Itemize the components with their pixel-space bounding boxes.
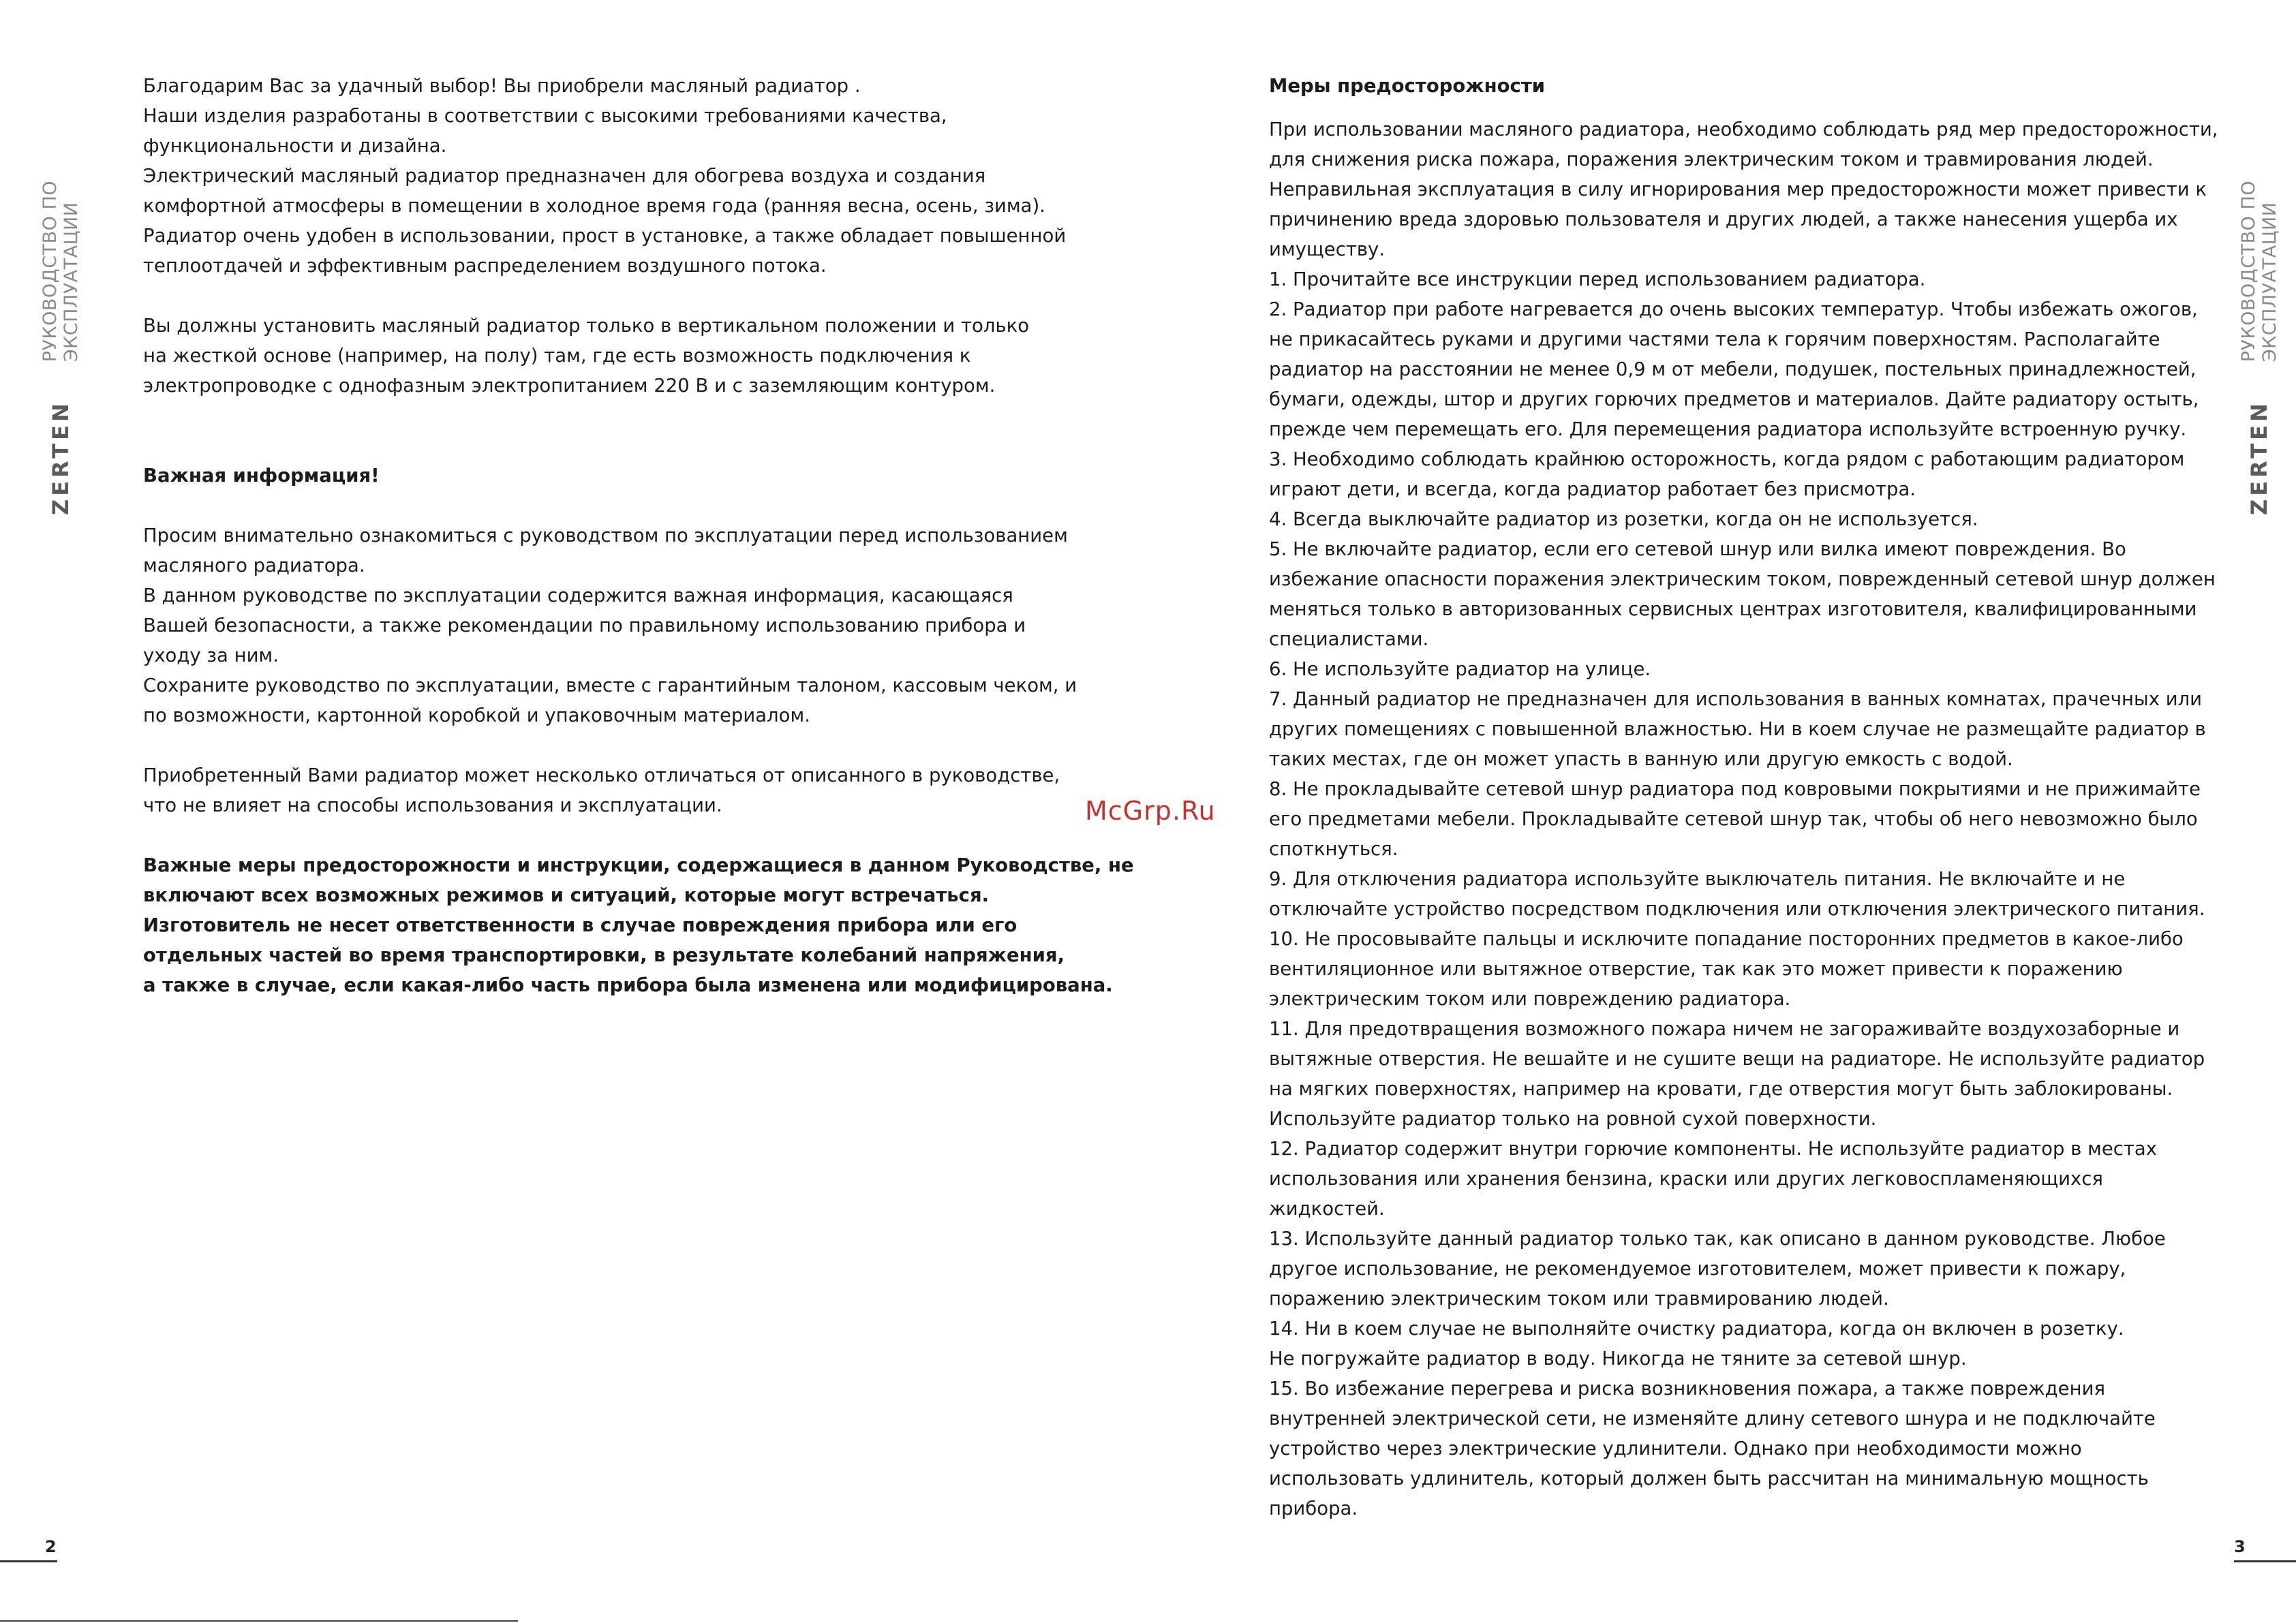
text-line: специалистами. <box>1269 628 1429 650</box>
spacer <box>1269 101 2175 114</box>
text-line: Приобретенный Вами радиатор может несколько отличаться от описанного в руководстве, <box>143 764 1060 786</box>
text-line: бумаги, одежды, штор и других горючих предметов и материалов. Дайте радиатору остыть, <box>1269 388 2199 410</box>
spacer <box>143 820 1029 850</box>
text-line: что не влияет на способы использования и эксплуатации. <box>143 794 722 816</box>
text-line: теплоотдачей и эффективным распределением воздушного потока. <box>143 255 827 277</box>
text-line: уходу за ним. <box>143 645 279 666</box>
text-line: Просим внимательно ознакомиться с руководством по эксплуатации перед использованием <box>143 525 1068 546</box>
text-line: Вы должны установить масляный радиатор только в вертикальном положении и только <box>143 315 1030 337</box>
text-line: 2. Радиатор при работе нагревается до очень высоких температур. Чтобы избежать ожогов, <box>1269 298 2198 320</box>
important-paragraph <box>143 521 1077 730</box>
text-line: других помещениях с повышенной влажностью. Ни в коем случае не размещайте радиатор в <box>1269 718 2206 740</box>
text-line: а также в случае, если какая-либо часть прибора была изменена или модифицирована. <box>143 974 1113 996</box>
bottom-edge-line <box>0 1620 518 1622</box>
bold-notice <box>143 850 1134 1000</box>
page-rule-right <box>2234 1560 2296 1562</box>
text-line: Неправильная эксплуатация в силу игнорирования мер предосторожности может привести к <box>1269 179 2207 200</box>
text-line: для снижения риска пожара, поражения электрическим током и травмирования людей. <box>1269 149 2154 170</box>
text-line: имуществу. <box>1269 238 1386 260</box>
text-line: функциональности и дизайна. <box>143 135 447 157</box>
intro-paragraph <box>143 71 1067 281</box>
text-line: отключайте устройство посредством подключения или отключения электрического питания. <box>1269 898 2205 920</box>
difference-paragraph <box>143 760 1060 820</box>
text-line: При использовании масляного радиатора, необходимо соблюдать ряд мер предосторожности, <box>1269 119 2218 140</box>
page-number-right: 3 <box>2234 1537 2246 1556</box>
precautions-heading: Меры предосторожности <box>1269 75 1546 97</box>
text-line: включают всех возможных режимов и ситуаций, которые могут встречаться. <box>143 884 990 906</box>
text-line: 9. Для отключения радиатора используйте выключатель питания. Не включайте и не <box>1269 868 2126 890</box>
spacer <box>143 281 1029 311</box>
text-line: другое использование, не рекомендуемое изготовителем, может привести к пожару, <box>1269 1258 2126 1280</box>
text-line: Наши изделия разработаны в соответствии с высокими требованиями качества, <box>143 105 947 127</box>
text-line: Благодарим Вас за удачный выбор! Вы приобрели масляный радиатор . <box>143 75 861 97</box>
text-line: Сохраните руководство по эксплуатации, вместе с гарантийным талоном, кассовым чеком, и <box>143 675 1077 696</box>
text-line: Электрический масляный радиатор предназначен для обогрева воздуха и создания <box>143 165 986 187</box>
text-line: избежание опасности поражения электрическим током, поврежденный сетевой шнур должен <box>1269 568 2216 590</box>
left-side-band <box>37 65 85 515</box>
text-line: играют дети, и всегда, когда радиатор работает без присмотра. <box>1269 478 1916 500</box>
install-paragraph <box>143 311 1029 401</box>
text-line: масляного радиатора. <box>143 555 365 576</box>
right-page-text <box>1269 71 2218 1524</box>
text-line: 7. Данный радиатор не предназначен для использования в ванных комнатах, прачечных или <box>1269 688 2203 710</box>
text-line: Не погружайте радиатор в воду. Никогда не тяните за сетевой шнур. <box>1269 1348 1967 1370</box>
text-line: жидкостей. <box>1269 1198 1385 1220</box>
text-line: внутренней электрической сети, не изменяйте длину сетевого шнура и не подключайте <box>1269 1408 2156 1429</box>
text-line: причинению вреда здоровью пользователя и других людей, а также нанесения ущерба их <box>1269 208 2178 230</box>
text-line: комфортной атмосферы в помещении в холодное время года (ранняя весна, осень, зима). <box>143 195 1045 217</box>
text-line: по возможности, картонной коробкой и упаковочным материалом. <box>143 705 810 726</box>
text-line: на жесткой основе (например, на полу) там, где есть возможность подключения к <box>143 345 971 367</box>
text-line: 12. Радиатор содержит внутри горючие компоненты. Не используйте радиатор в местах <box>1269 1138 2158 1160</box>
text-line: меняться только в авторизованных сервисных центрах изготовителя, квалифицированными <box>1269 598 2197 620</box>
text-line: электропроводке с однофазным электропитанием 220 В и с заземляющим контуром. <box>143 375 996 397</box>
important-heading: Важная информация! <box>143 465 380 486</box>
spacer <box>143 401 1029 461</box>
left-page-text <box>143 71 1134 1000</box>
watermark-text: McGrp.Ru <box>1085 796 1216 826</box>
text-line: Изготовитель не несет ответственности в случае повреждения прибора или его <box>143 914 1017 936</box>
text-line: вытяжные отверстия. Не вешайте и не сушите вещи на радиаторе. Не используйте радиатор <box>1269 1048 2205 1070</box>
page-number-left: 2 <box>45 1537 57 1556</box>
text-line: вентиляционное или вытяжное отверстие, так как это может привести к поражению <box>1269 958 2123 980</box>
precautions-list <box>1269 114 2218 1524</box>
text-line: В данном руководстве по эксплуатации содержится важная информация, касающаяся <box>143 585 1013 606</box>
text-line: устройство через электрические удлинители. Однако при необходимости можно <box>1269 1438 2082 1459</box>
text-line: электрическим током или повреждению радиатора. <box>1269 988 1791 1010</box>
text-line: 15. Во избежание перегрева и риска возникновения пожара, а также повреждения <box>1269 1378 2105 1400</box>
text-line: прибора. <box>1269 1498 1358 1519</box>
page-rule-left <box>0 1560 57 1562</box>
text-line: Вашей безопасности, а также рекомендации по правильному использованию прибора и <box>143 615 1026 636</box>
text-line: 13. Используйте данный радиатор только так, как описано в данном руководстве. Любое <box>1269 1228 2166 1250</box>
text-line: 11. Для предотвращения возможного пожара ничем не загораживайте воздухозаборные и <box>1269 1018 2180 1040</box>
text-line: поражению электрическим током или травмированию людей. <box>1269 1288 1889 1310</box>
brand-logo-right: ZERTEN <box>2246 400 2272 515</box>
text-line: Радиатор очень удобен в использовании, прост в установке, а также обладает повышенной <box>143 225 1067 247</box>
text-line: использования или хранения бензина, краски или других легковоспламеняющихся <box>1269 1168 2103 1190</box>
text-line: прежде чем перемещать его. Для перемещения радиатора используйте встроенную ручку. <box>1269 418 2187 440</box>
text-line: не прикасайтесь руками и другими частями тела к горячим поверхностям. Располагайте <box>1269 328 2160 350</box>
text-line: 10. Не просовывайте пальцы и исключите попадание посторонних предметов в какое-либо <box>1269 928 2184 950</box>
text-line: споткнуться. <box>1269 838 1398 860</box>
guide-label-right: РУКОВОДСТВО ПО ЭКСПЛУАТАЦИИ <box>2238 180 2280 362</box>
text-line: на мягких поверхностях, например на кровати, где отверстия могут быть заблокированы. <box>1269 1078 2173 1100</box>
spacer <box>143 730 1029 760</box>
text-line: 8. Не прокладывайте сетевой шнур радиатора под ковровыми покрытиями и не прижимайте <box>1269 778 2201 800</box>
text-line: 6. Не используйте радиатор на улице. <box>1269 658 1651 680</box>
text-line: 4. Всегда выключайте радиатор из розетки, когда он не используется. <box>1269 508 1978 530</box>
text-line: Важные меры предосторожности и инструкции, содержащиеся в данном Руководстве, не <box>143 854 1134 876</box>
text-line: 3. Необходимо соблюдать крайнюю осторожность, когда рядом с работающим радиатором <box>1269 448 2185 470</box>
text-line: 5. Не включайте радиатор, если его сетевой шнур или вилка имеют повреждения. Во <box>1269 538 2126 560</box>
text-line: отдельных частей во время транспортировки, в результате колебаний напряжения, <box>143 944 1065 966</box>
spacer <box>143 491 1029 521</box>
brand-logo-left: ZERTEN <box>48 400 74 515</box>
text-line: таких местах, где он может упасть в ванную или другую емкость с водой. <box>1269 748 2013 770</box>
guide-label-left: РУКОВОДСТВО ПО ЭКСПЛУАТАЦИИ <box>40 180 82 362</box>
text-line: использовать удлинитель, который должен быть рассчитан на минимальную мощность <box>1269 1468 2149 1489</box>
text-line: Используйте радиатор только на ровной сухой поверхности. <box>1269 1108 1877 1130</box>
text-line: 1. Прочитайте все инструкции перед использованием радиатора. <box>1269 268 1926 290</box>
text-line: его предметами мебели. Прокладывайте сетевой шнур так, чтобы об него невозможно было <box>1269 808 2198 830</box>
right-side-band <box>2235 65 2283 515</box>
text-line: 14. Ни в коем случае не выполняйте очистку радиатора, когда он включен в розетку. <box>1269 1318 2124 1340</box>
text-line: радиатор на расстоянии не менее 0,9 м от мебели, подушек, постельных принадлежностей, <box>1269 358 2196 380</box>
